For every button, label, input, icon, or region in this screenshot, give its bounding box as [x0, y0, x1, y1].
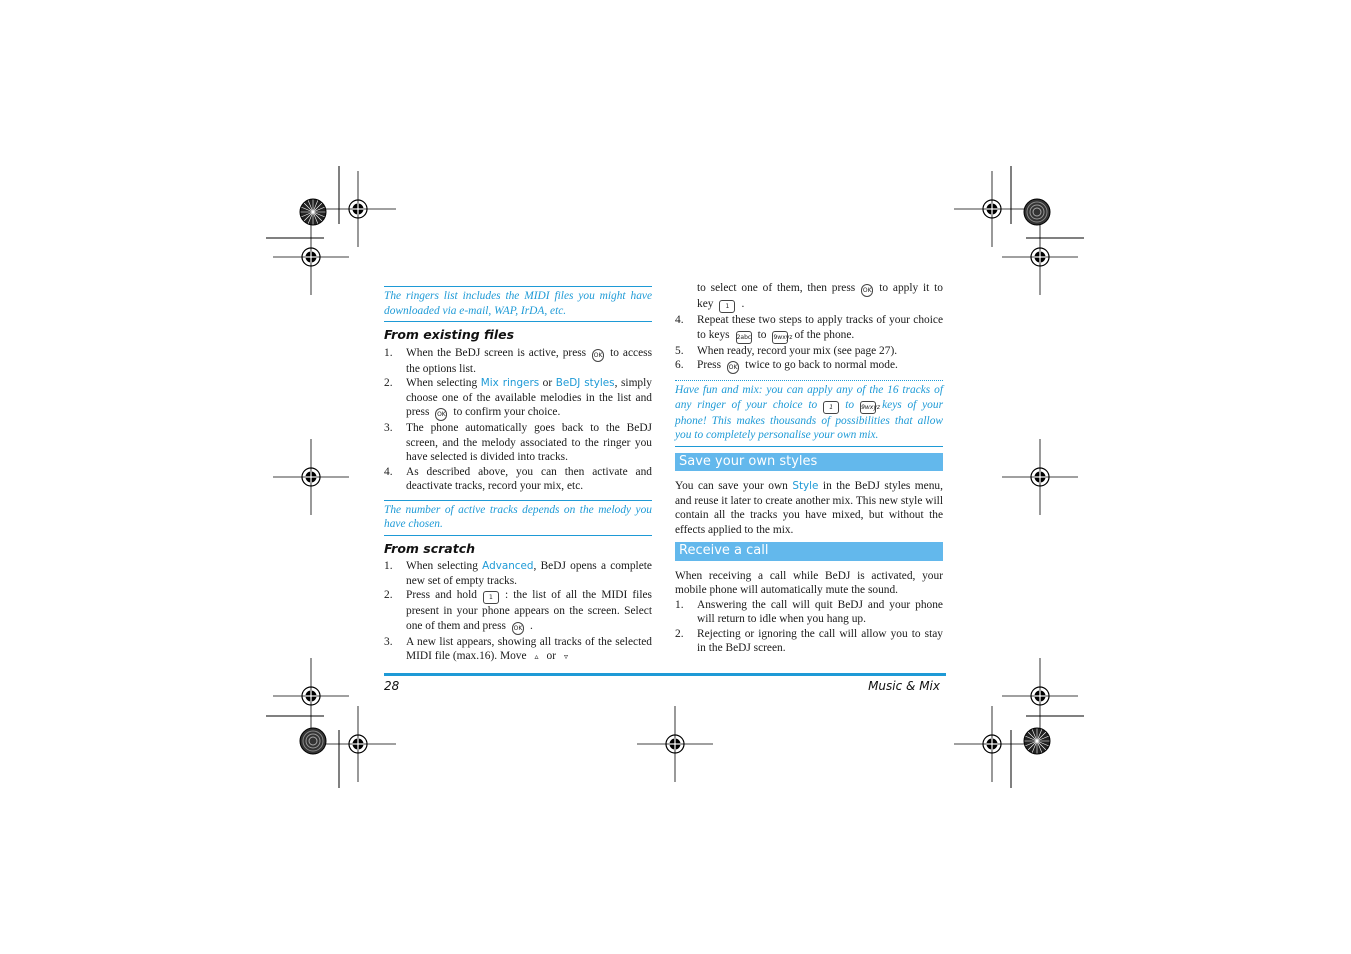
ok-key-icon: OK	[727, 361, 739, 374]
list-item: 2. Rejecting or ignoring the call will allow you to stay in the BeDJ screen.	[675, 627, 943, 654]
heading-save-your-own-styles: Save your own styles	[675, 453, 943, 472]
key-9-icon: 9wxyz	[860, 401, 876, 414]
down-arrow-icon: ▿	[564, 652, 569, 661]
note-ringers-list: The ringers list includes the MIDI files you might have downloaded via e-mail, WAP, IrDA, etc.	[384, 286, 652, 322]
list-item: 6. Press OK twice to go back to normal mode.	[675, 358, 943, 374]
menu-term: BeDJ styles	[555, 377, 615, 389]
footer-rule	[384, 673, 946, 676]
note-have-fun: Have fun and mix: you can apply any of the 16 tracks of any ringer of your choice to 1 to 9wxyz keys of your phone! This makes thousands of possibilities that allow you to completely personalise your own mix.	[675, 380, 943, 447]
list-item: 2. When selecting Mix ringers or BeDJ styles, simply choose one of the available melodies in the list and press OK to confirm your choice.	[384, 376, 652, 421]
list-item: 5. When ready, record your mix (see page 27).	[675, 344, 898, 357]
key-1-icon: 1	[823, 401, 839, 414]
menu-term: Advanced	[482, 560, 534, 572]
ok-key-icon: OK	[861, 284, 873, 297]
heading-receive-a-call: Receive a call	[675, 542, 943, 561]
list-item: 1. When selecting Advanced, BeDJ opens a complete new set of empty tracks.	[384, 560, 652, 587]
list-item: 1. Answering the call will quit BeDJ and your phone will return to idle when you hang up.	[675, 598, 943, 625]
paragraph-save-styles: You can save your own Style in the BeDJ styles menu, and reuse it later to create another mix. This new style will contain all the tracks you have mixed, but without the effects applied to the mix.	[675, 480, 943, 536]
section-title: Music & Mix	[868, 679, 940, 693]
list-item: 3. A new list appears, showing all tracks of the selected MIDI file (max.16). Move ▵ or ▿	[384, 635, 652, 662]
left-column	[384, 286, 652, 665]
right-column	[675, 281, 943, 656]
ok-key-icon: OK	[512, 622, 524, 635]
continued-step: to select one of them, then press OK to apply it to key 1 .	[675, 281, 943, 313]
list-item: 2. Press and hold 1 : the list of all the MIDI files present in your phone appears on the screen. Select one of them and press OK .	[384, 588, 652, 635]
ok-key-icon: OK	[435, 408, 447, 421]
subheading-from-existing-files: From existing files	[384, 327, 515, 342]
note-active-tracks: The number of active tracks depends on the melody you have chosen.	[384, 500, 652, 536]
list-item: 1. When the BeDJ screen is active, press OK to access the options list.	[384, 346, 652, 375]
list-receive-call	[675, 598, 943, 656]
key-1-icon: 1	[483, 591, 499, 604]
ok-key-icon: OK	[592, 349, 604, 362]
list-existing-files	[384, 346, 652, 494]
up-arrow-icon: ▵	[534, 652, 539, 661]
list-item: 4. As described above, you can then activate and deactivate tracks, record your mix, etc.	[384, 465, 652, 492]
list-item: 3. The phone automatically goes back to the BeDJ screen, and the melody associated to the ringer you have selected is divided into tracks.	[384, 422, 652, 463]
menu-term: Style	[792, 480, 819, 492]
paragraph-receive-call: When receiving a call while BeDJ is activated, your mobile phone will automatically mute the sound.	[675, 569, 943, 596]
page-number: 28	[384, 679, 400, 693]
list-from-scratch	[384, 559, 652, 665]
list-steps-continued	[675, 313, 943, 374]
menu-term: Mix ringers	[480, 377, 540, 389]
subheading-from-scratch: From scratch	[384, 540, 476, 556]
key-9-icon: 9wxyz	[772, 331, 788, 344]
key-2-icon: 2abc	[736, 331, 752, 344]
key-1-icon: 1	[719, 300, 735, 313]
list-item: 4. Repeat these two steps to apply tracks of your choice to keys 2abc to 9wxyz of the phone.	[675, 313, 943, 344]
